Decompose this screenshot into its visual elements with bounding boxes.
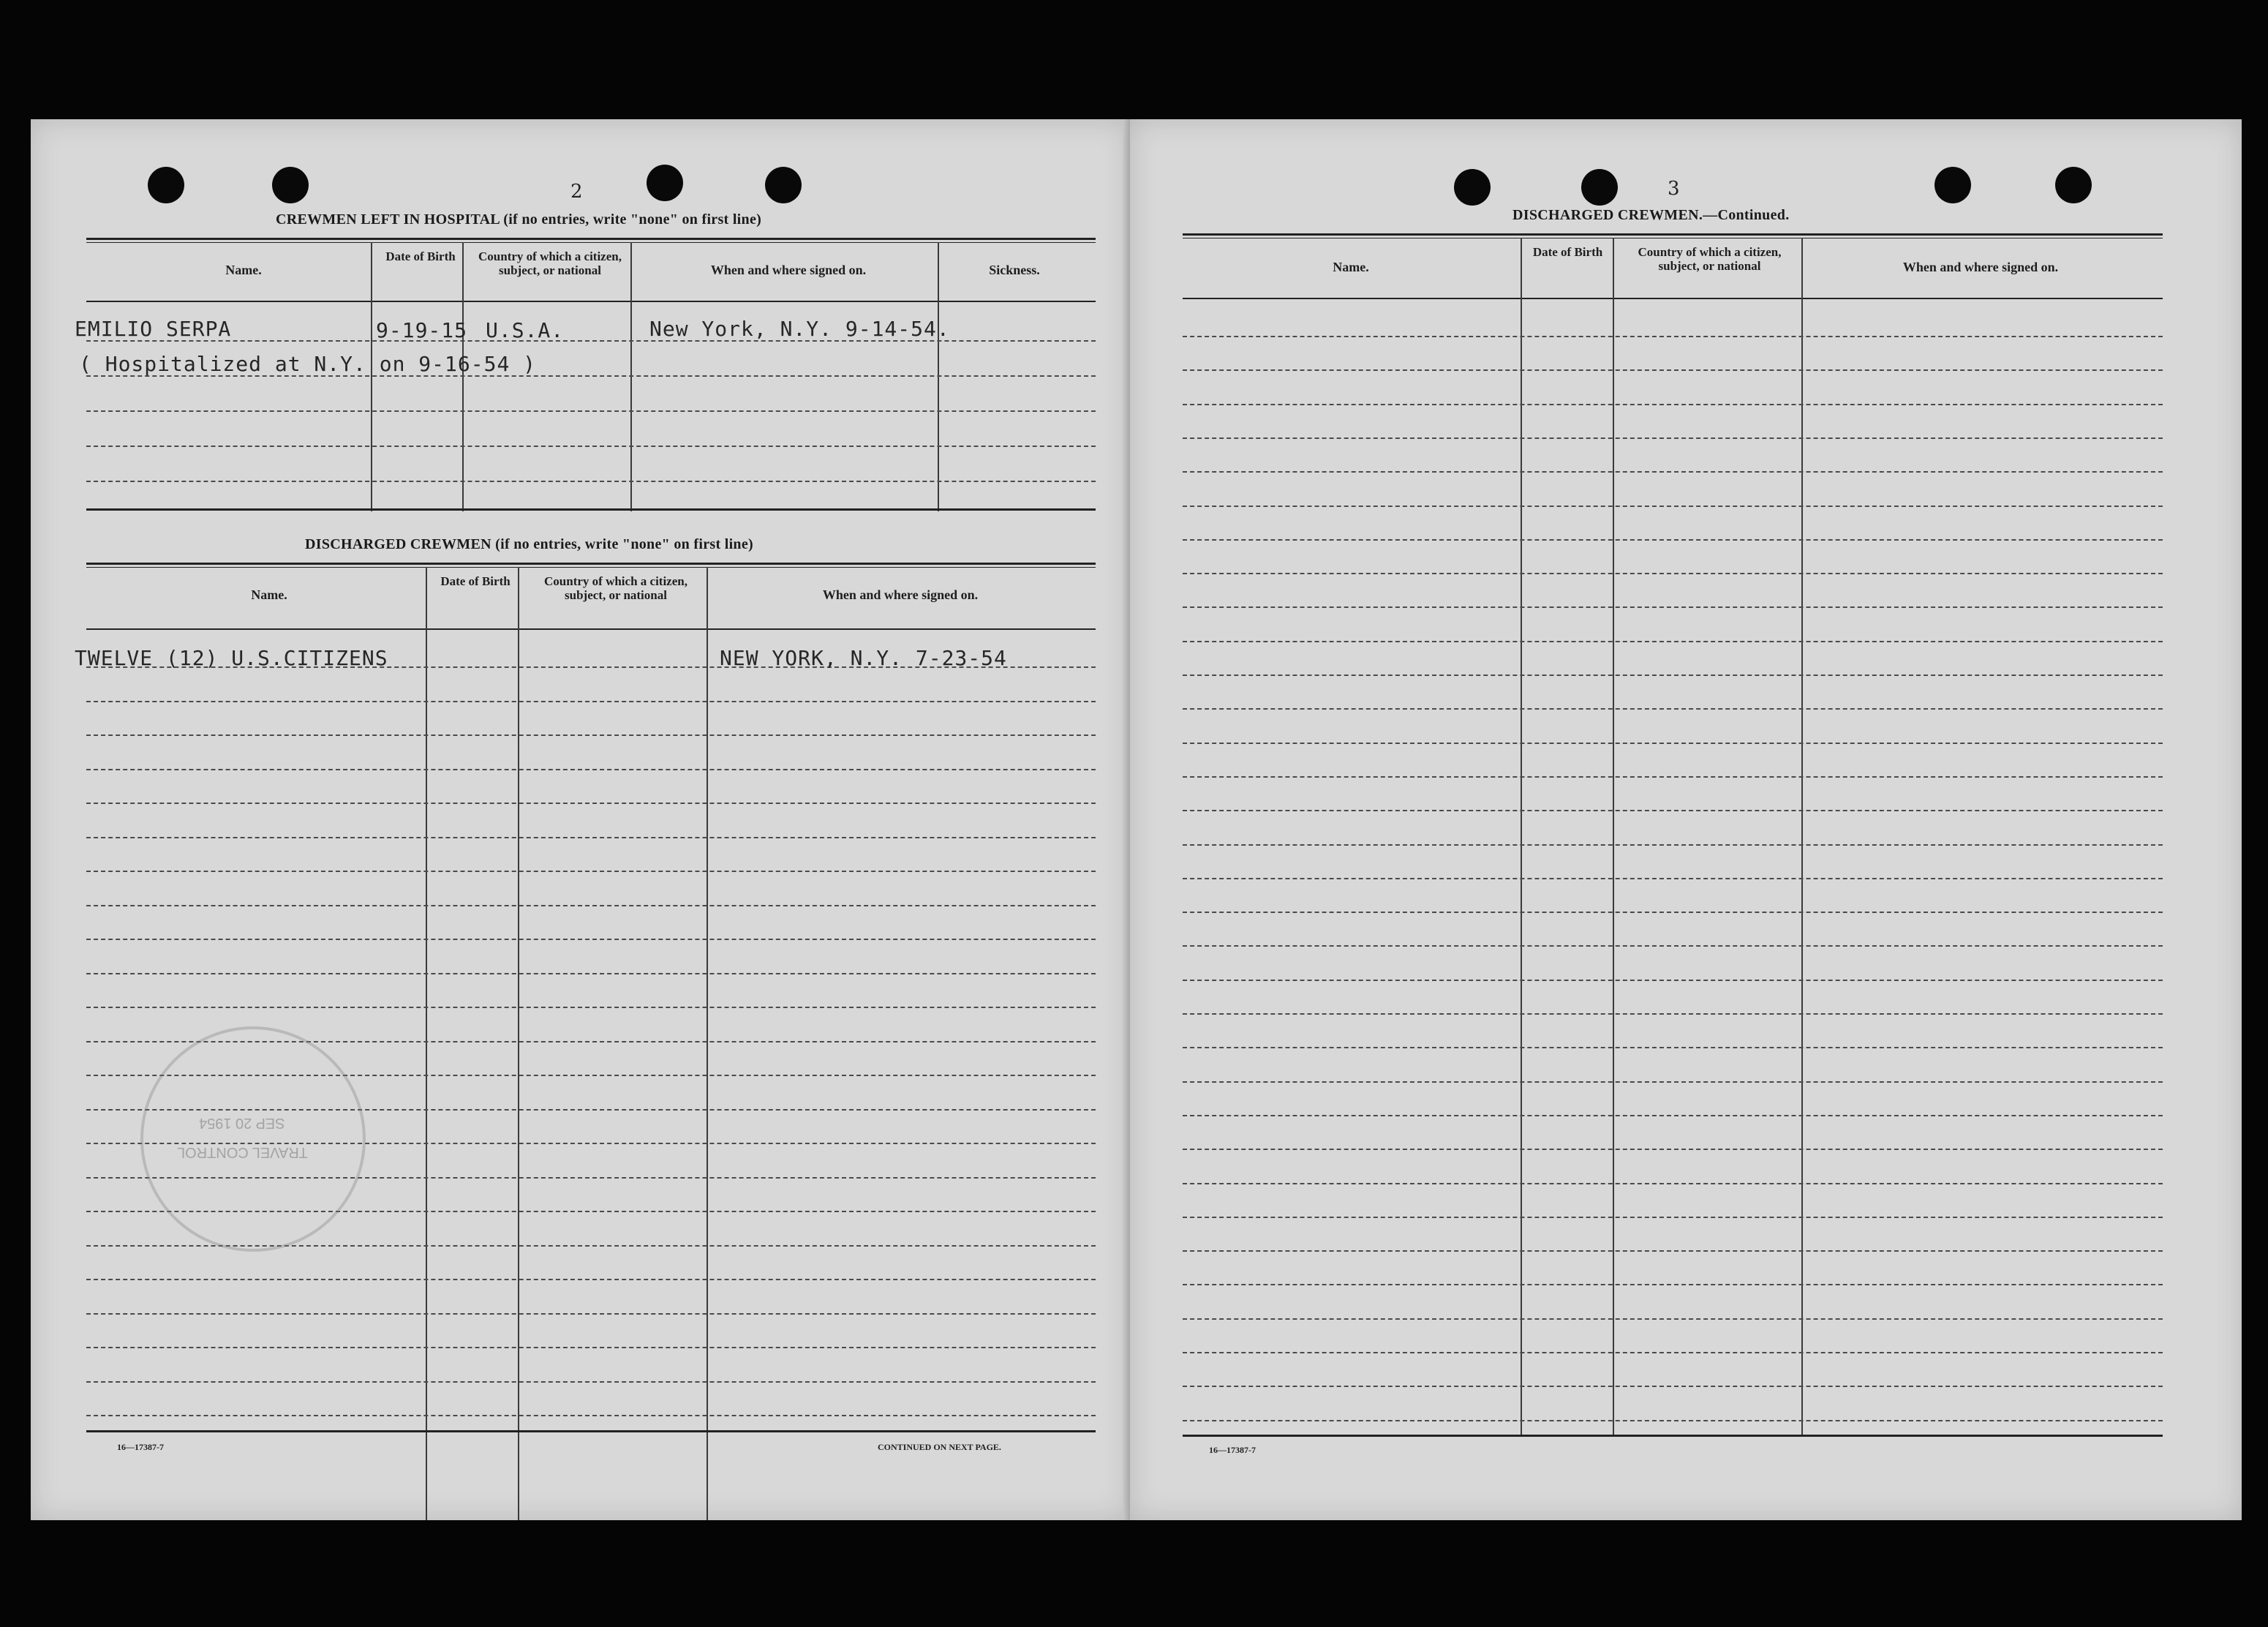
form-line — [1183, 810, 2163, 811]
column-divider — [1613, 238, 1614, 1436]
form-line — [1183, 1386, 2163, 1387]
form-line — [1183, 1183, 2163, 1184]
form-line — [86, 481, 1096, 482]
form-line — [1183, 1047, 2163, 1048]
table-top-rule — [86, 563, 1096, 565]
hospital-row-signed-on: New York, N.Y. 9-14-54. — [649, 317, 950, 341]
form-line — [1183, 641, 2163, 642]
form-line — [1183, 369, 2163, 371]
form-line — [86, 1007, 1096, 1008]
column-divider — [1801, 238, 1803, 1436]
form-line — [86, 1381, 1096, 1383]
form-line — [1183, 437, 2163, 439]
form-line — [1183, 776, 2163, 778]
table-top-rule — [86, 567, 1096, 568]
form-line — [1183, 1217, 2163, 1218]
stamp-office: TRAVEL CONTROL — [177, 1144, 308, 1160]
punch-hole — [765, 167, 802, 203]
form-line — [86, 1279, 1096, 1280]
column-header-signed-on: When and where signed on. — [1902, 260, 2059, 274]
table-bottom-rule — [86, 508, 1096, 511]
form-line — [1183, 1013, 2163, 1015]
form-line — [1183, 1352, 2163, 1353]
form-line — [1183, 675, 2163, 676]
column-header-date-of-birth: Date of Birth — [385, 249, 456, 263]
continued-note: CONTINUED ON NEXT PAGE. — [878, 1442, 1001, 1452]
form-line — [1183, 1081, 2163, 1083]
form-line — [1183, 1115, 2163, 1116]
form-line — [86, 905, 1096, 906]
column-header-name: Name. — [251, 587, 287, 602]
column-header-country: Country of which a citizen, subject, or national — [478, 249, 622, 277]
form-line — [86, 973, 1096, 974]
column-divider — [630, 242, 632, 511]
table-top-rule — [86, 238, 1096, 240]
column-header-signed-on: When and where signed on. — [710, 263, 867, 277]
column-header-name: Name. — [1333, 260, 1369, 274]
form-line — [86, 701, 1096, 702]
form-line — [1183, 708, 2163, 710]
table-bottom-rule — [1183, 1435, 2163, 1437]
table-top-rule — [1183, 233, 2163, 236]
form-line — [1183, 539, 2163, 541]
form-line — [1183, 743, 2163, 744]
discharged-row-name: TWELVE (12) U.S.CITIZENS — [75, 646, 388, 670]
punch-hole — [1581, 169, 1618, 206]
column-divider — [938, 242, 939, 511]
page-number: 2 — [570, 181, 583, 203]
form-line — [86, 939, 1096, 940]
stamp-date: SEP 20 1954 — [199, 1115, 285, 1131]
hospital-section-title: CREWMEN LEFT IN HOSPITAL (if no entries, write "none" on first line) — [276, 211, 762, 228]
form-line — [86, 1313, 1096, 1315]
form-line — [1183, 878, 2163, 879]
punch-hole — [272, 167, 309, 203]
form-line — [86, 734, 1096, 736]
form-line — [86, 837, 1096, 838]
column-header-country: Country of which a citizen, subject, or national — [1638, 245, 1782, 273]
column-divider — [371, 242, 372, 511]
hospital-row-dob: 9-19-15 — [376, 318, 468, 342]
column-header-name: Name. — [225, 263, 262, 277]
form-line — [1183, 912, 2163, 913]
form-line — [1183, 573, 2163, 574]
form-line — [86, 1415, 1096, 1416]
column-divider — [462, 242, 464, 511]
header-bottom-rule — [1183, 298, 2163, 299]
form-line — [1183, 1420, 2163, 1421]
form-line — [1183, 336, 2163, 337]
discharged-row-signed-on: NEW YORK, N.Y. 7-23-54 — [720, 646, 1007, 670]
column-divider — [707, 567, 708, 1520]
column-header-country: Country of which a citizen, subject, or national — [544, 574, 687, 602]
form-line — [1183, 1284, 2163, 1285]
form-line — [86, 803, 1096, 804]
punch-hole — [1454, 169, 1491, 206]
column-divider — [1521, 238, 1522, 1436]
form-line — [1183, 1149, 2163, 1150]
form-line — [1183, 471, 2163, 473]
punch-hole — [647, 165, 683, 201]
form-line — [86, 769, 1096, 770]
discharged-section-title: DISCHARGED CREWMEN (if no entries, write "none" on first line) — [305, 536, 753, 552]
column-header-date-of-birth: Date of Birth — [440, 574, 511, 588]
column-header-sickness: Sickness. — [989, 263, 1040, 277]
column-divider — [426, 567, 427, 1520]
punch-hole — [2055, 167, 2092, 203]
form-line — [1183, 404, 2163, 405]
hospital-row-name: EMILIO SERPA — [75, 317, 232, 341]
received-stamp — [140, 1026, 366, 1252]
hospital-row-note: ( Hospitalized at N.Y. on 9-16-54 ) — [79, 352, 537, 376]
column-divider — [518, 567, 519, 1520]
page-number: 3 — [1668, 178, 1680, 200]
column-header-date-of-birth: Date of Birth — [1532, 245, 1603, 259]
form-line — [1183, 506, 2163, 507]
left-page — [31, 119, 1130, 1520]
hospital-row-country: U.S.A. — [486, 318, 565, 342]
form-line — [1183, 980, 2163, 981]
column-header-signed-on: When and where signed on. — [822, 587, 979, 602]
form-line — [86, 871, 1096, 872]
punch-hole — [1934, 167, 1971, 203]
header-bottom-rule — [86, 301, 1096, 302]
table-top-rule — [86, 242, 1096, 243]
form-line — [1183, 1318, 2163, 1320]
discharged-continued-title: DISCHARGED CREWMEN.—Continued. — [1512, 207, 1790, 223]
header-bottom-rule — [86, 628, 1096, 630]
form-line — [1183, 945, 2163, 947]
punch-hole — [148, 167, 184, 203]
form-line — [1183, 844, 2163, 846]
table-bottom-rule — [86, 1430, 1096, 1432]
form-line — [86, 410, 1096, 412]
form-line — [86, 446, 1096, 447]
form-line — [86, 1347, 1096, 1348]
form-number: 16—17387-7 — [117, 1442, 164, 1452]
right-page — [1130, 119, 2242, 1520]
form-line — [1183, 606, 2163, 608]
form-line — [1183, 1250, 2163, 1252]
form-number: 16—17387-7 — [1209, 1445, 1256, 1455]
